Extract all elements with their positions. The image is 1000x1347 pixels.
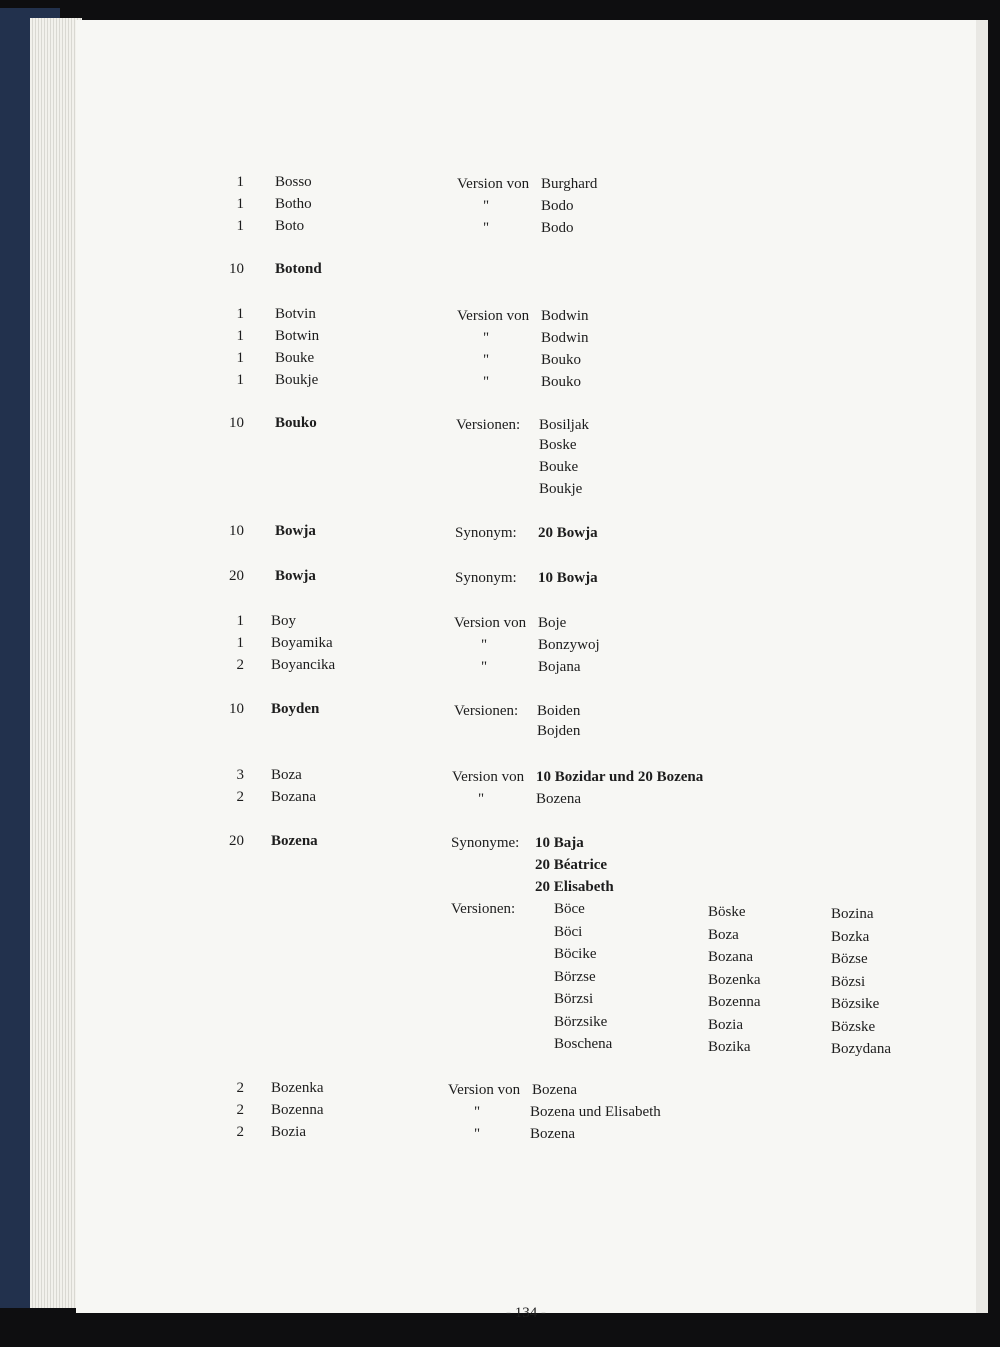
entry-continuation: Bouke (539, 459, 579, 475)
entry-relation-label: Synonym: (455, 570, 517, 586)
entry-reference: Boje (538, 615, 567, 631)
entry-reference: Boiden (537, 703, 581, 719)
version-list-item: Bozina (831, 906, 874, 922)
version-list-item: Bozydana (831, 1041, 891, 1057)
version-list-item: Bözse (831, 951, 868, 967)
entry-number: 20 (229, 568, 244, 584)
entry-reference: 20 Bowja (538, 525, 598, 541)
entry-name: Boukje (275, 372, 319, 388)
entry-name: Boyancika (271, 657, 336, 673)
entry-reference: Bozena (536, 791, 581, 807)
entry-reference: Bozena (530, 1126, 575, 1142)
version-list-item: Böske (708, 904, 746, 920)
entry-number: 1 (236, 306, 244, 322)
version-list-item: Bozana (708, 949, 753, 965)
entry-name: Boyden (271, 701, 320, 717)
entry-relation-label: " (478, 791, 485, 807)
entry-reference: Bonzywoj (538, 637, 600, 653)
entry-number: 1 (236, 218, 244, 234)
entry-name: Bowja (275, 523, 316, 539)
entry-relation-label: Version von (448, 1082, 521, 1098)
entry-reference: Bouko (541, 352, 582, 368)
entry-number: 10 (229, 701, 244, 717)
entry-number: 1 (236, 613, 244, 629)
entry-continuation: 20 Elisabeth (535, 879, 614, 895)
entry-reference: Bouko (541, 374, 582, 390)
version-list-item: Bözske (831, 1018, 876, 1035)
entry-name: Bouko (275, 415, 317, 431)
entry-relation-label: Synonyme: (451, 835, 520, 851)
entry-name: Bowja (275, 568, 316, 584)
entry-relation-label: " (474, 1126, 481, 1142)
entry-relation-label: " (483, 198, 490, 214)
entry-number: 2 (236, 657, 244, 673)
entry-number: 10 (229, 415, 244, 431)
version-list-item: Bozenka (708, 971, 761, 988)
facing-page-edge (974, 20, 988, 1313)
entry-name: Bozena (271, 833, 318, 849)
page-number: - 134 - (506, 1305, 546, 1321)
entry-number: 1 (236, 635, 244, 651)
entry-relation-label: Synonym: (455, 525, 517, 541)
entry-name: Bozenna (271, 1102, 324, 1118)
version-list-item: Börzsike (554, 1013, 608, 1030)
entry-name: Boyamika (271, 635, 333, 651)
entry-reference: Bojana (538, 659, 581, 675)
entry-relation-label: " (481, 637, 488, 653)
entry-name: Boy (271, 613, 297, 629)
entry-reference: 10 Bowja (538, 570, 598, 586)
entry-number: 10 (229, 261, 244, 277)
version-list-item: Bozenna (708, 994, 761, 1010)
entry-reference: Bodo (541, 220, 574, 236)
entry-continuation: 10 Baja (535, 835, 584, 851)
entry-number: 2 (236, 1080, 244, 1096)
entry-number: 1 (236, 350, 244, 366)
entry-number: 10 (229, 523, 244, 539)
entry-reference: Bosiljak (539, 417, 590, 433)
entry-continuation: 20 Béatrice (535, 857, 608, 873)
entry-relation-label: Version von (457, 176, 530, 192)
entry-reference: Burghard (541, 176, 598, 192)
version-list-item: Börzsi (554, 991, 594, 1007)
entry-name: Bouke (275, 350, 315, 366)
entry-relation-label: " (474, 1104, 481, 1120)
version-list-item: Bozika (708, 1039, 751, 1055)
entry-name: Bozenka (271, 1080, 324, 1096)
version-list-item: Bözsi (831, 973, 866, 990)
version-list-item: Böcike (554, 946, 597, 962)
entry-name: Boza (271, 767, 302, 783)
entry-continuation: 10 Bozidar und 20 Bozena (536, 769, 704, 785)
entry-relation-label: " (483, 220, 490, 236)
entry-name: Botvin (275, 306, 316, 322)
entry-reference: Bodo (541, 198, 574, 214)
entry-relation-label: Version von (457, 308, 530, 324)
version-list-item: Böce (554, 901, 585, 917)
entry-name: Botho (275, 196, 312, 212)
version-list-item: Bözsike (831, 996, 880, 1012)
entry-reference: Bozena und Elisabeth (530, 1104, 661, 1120)
entry-continuation: Bojden (537, 723, 581, 739)
entry-name: Botond (275, 261, 322, 277)
entry-name: Boto (275, 218, 305, 234)
entry-relation-label: Versionen: (456, 417, 521, 433)
version-list-item: Böci (554, 923, 583, 940)
entry-reference: Bozena (532, 1082, 577, 1098)
entry-continuation: Boukje (539, 481, 583, 497)
entry-number: 2 (236, 1102, 244, 1118)
entry-name: Bosso (275, 174, 312, 190)
entry-continuation: Versionen: (451, 901, 516, 917)
version-list-item: Boschena (554, 1036, 613, 1052)
entry-relation-label: " (481, 659, 488, 675)
version-list-item: Boza (708, 926, 739, 943)
entry-continuation: Version von (452, 769, 525, 785)
version-list-item: Börzse (554, 968, 596, 985)
entry-relation-label: " (483, 330, 490, 346)
version-list-item: Bozia (708, 1016, 743, 1033)
entry-number: 1 (236, 174, 244, 190)
entry-number: 3 (236, 767, 244, 783)
entry-number: 2 (236, 789, 244, 805)
entry-reference: Bodwin (541, 308, 589, 324)
entry-name: Bozia (271, 1124, 306, 1140)
entry-relation-label: Versionen: (454, 703, 519, 719)
entry-name: Bozana (271, 789, 316, 805)
entry-reference: Bodwin (541, 330, 589, 346)
entry-relation-label: " (483, 352, 490, 368)
entry-name: Botwin (275, 328, 320, 344)
book-page (76, 20, 976, 1321)
entry-number: 1 (236, 372, 244, 388)
entry-relation-label: " (483, 374, 490, 390)
entry-number: 1 (236, 328, 244, 344)
entry-number: 2 (236, 1124, 244, 1140)
entry-number: 1 (236, 196, 244, 212)
page-stack-edge (30, 18, 82, 1308)
entry-continuation: Boske (539, 437, 577, 453)
entry-number: 20 (229, 833, 244, 849)
entry-relation-label: Version von (454, 615, 527, 631)
version-list-item: Bozka (831, 928, 870, 945)
